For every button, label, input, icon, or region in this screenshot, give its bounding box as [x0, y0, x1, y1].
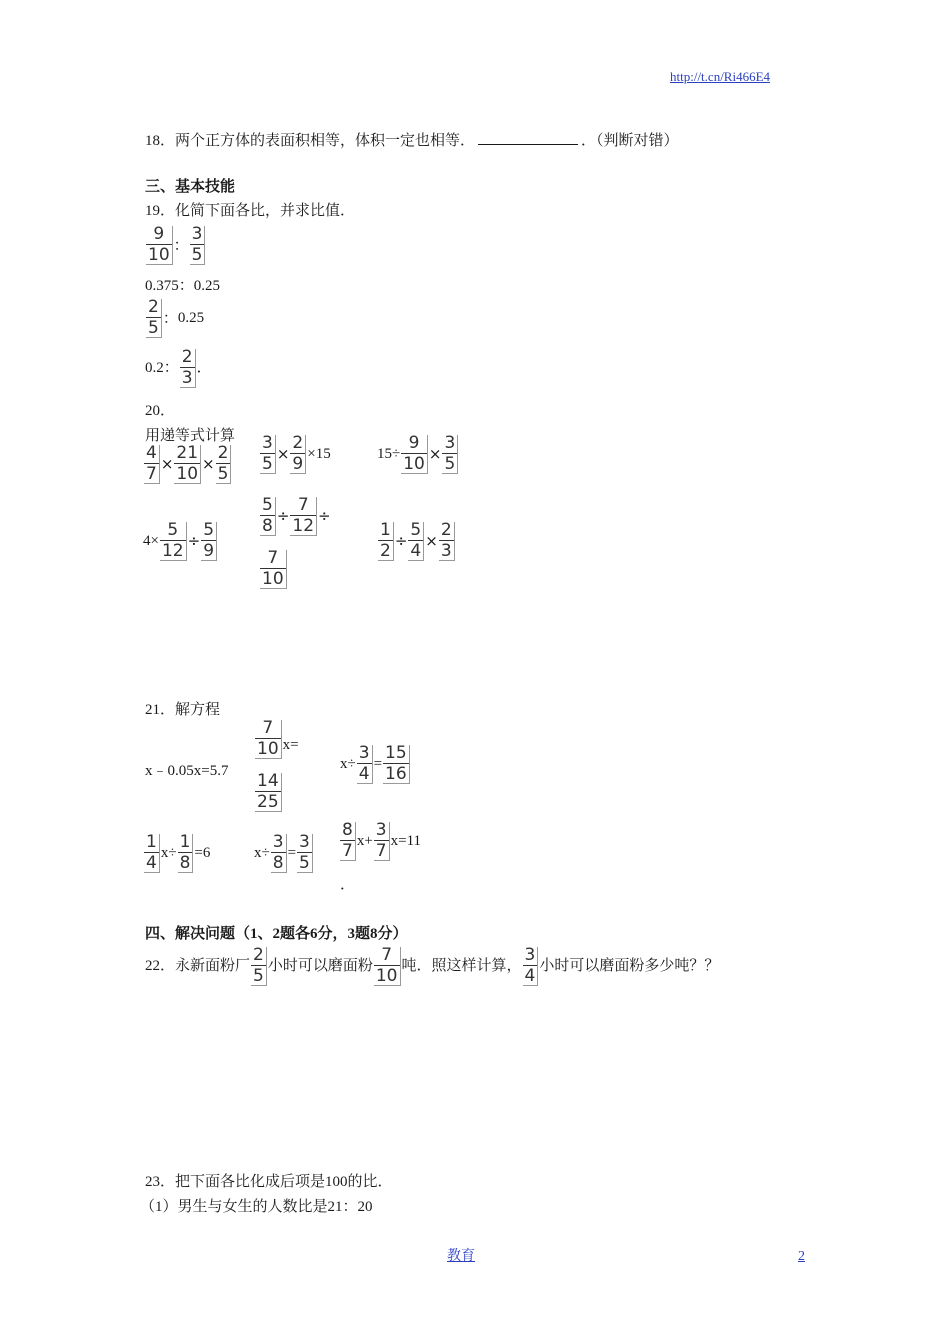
- section-4-title: 四、解决问题（1、2题各6分，3题8分）: [145, 926, 408, 942]
- q19-item-2: 0.375：0.25: [145, 278, 221, 294]
- fraction: $\frac{2}{3}$: [180, 349, 196, 388]
- question-18: [145, 130, 679, 149]
- question-21-title: 21．解方程: [145, 702, 221, 718]
- q21-eq-6: $\frac{8}{7}$ x+ $\frac{3}{7}$ x=11: [342, 820, 422, 861]
- header-url-link[interactable]: http://t.cn/Ri466E4: [670, 69, 771, 84]
- q21-eq-2: $\frac{7}{10}$ x=: [257, 718, 299, 759]
- q21-eq-2-cont: $\frac{14}{25}$: [254, 773, 283, 812]
- question-19-title: 19．化简下面各比，并求比值．: [145, 203, 356, 219]
- page-number: 2: [798, 1249, 805, 1264]
- q20-expr-4: 4× $\frac{5}{12}$ ÷ $\frac{5}{9}$: [143, 522, 218, 561]
- question-20-number: 20．: [145, 403, 176, 419]
- fraction: $\frac{9}{10}$: [146, 226, 173, 265]
- q20-expr-3: 15÷ $\frac{9}{10}$ × $\frac{3}{5}$: [377, 435, 459, 474]
- q21-eq-1: x﹣0.05x=5.7: [145, 763, 229, 779]
- q21-eq-6-dot: ．: [340, 877, 356, 893]
- q19-item-4: 0.2： $\frac{2}{3}$ ．: [145, 347, 212, 388]
- q20-expr-5: $\frac{5}{8}$ ÷ $\frac{7}{12}$ ÷: [262, 495, 331, 536]
- fraction: $\frac{3}{5}$: [190, 226, 206, 265]
- question-23-item-1: （1）男生与女生的人数比是21：20: [140, 1199, 373, 1215]
- q20-expr-5-cont: $\frac{7}{10}$: [259, 550, 288, 589]
- answer-blank[interactable]: [478, 130, 578, 145]
- q19-item-1: $\frac{9}{10}$ ： $\frac{3}{5}$: [145, 226, 206, 265]
- q21-eq-5: x÷ $\frac{3}{8}$ = $\frac{3}{5}$: [254, 834, 314, 873]
- question-22: 22．永新面粉厂 $\frac{2}{5}$ 小时可以磨面粉 $\frac{7}{10}$ 吨．照这样计算， $\frac{3}{4}$ 小时可以磨面粉多少吨？？: [145, 945, 720, 986]
- footer-link[interactable]: 教育: [447, 1249, 475, 1264]
- question-18-after: ．（判断对错）: [581, 133, 679, 149]
- q19-item-3: $\frac{2}{5}$ ： 0.25: [148, 297, 205, 338]
- q20-expr-1: $\frac{4}{7}$ × $\frac{21}{10}$ × $\frac{2}{5}$: [143, 445, 232, 484]
- question-20-subtitle: 用递等式计算: [145, 426, 236, 444]
- q21-eq-4: $\frac{1}{4}$ x÷ $\frac{1}{8}$ =6: [146, 832, 211, 873]
- q20-expr-2: $\frac{3}{5}$ × $\frac{2}{9}$ ×15: [262, 433, 331, 474]
- fraction: $\frac{2}{5}$: [146, 299, 162, 338]
- q20-expr-6: $\frac{1}{2}$ ÷ $\frac{5}{4}$ × $\frac{2}{3}$: [377, 522, 456, 561]
- question-23-title: 23．把下面各比化成后项是100的比．: [145, 1174, 393, 1190]
- q21-eq-3: x÷ $\frac{3}{4}$ = $\frac{15}{16}$: [340, 745, 411, 784]
- question-18-text: 18．两个正方体的表面积相等，体积一定也相等．: [145, 133, 476, 149]
- section-3-title: 三、基本技能: [145, 179, 236, 195]
